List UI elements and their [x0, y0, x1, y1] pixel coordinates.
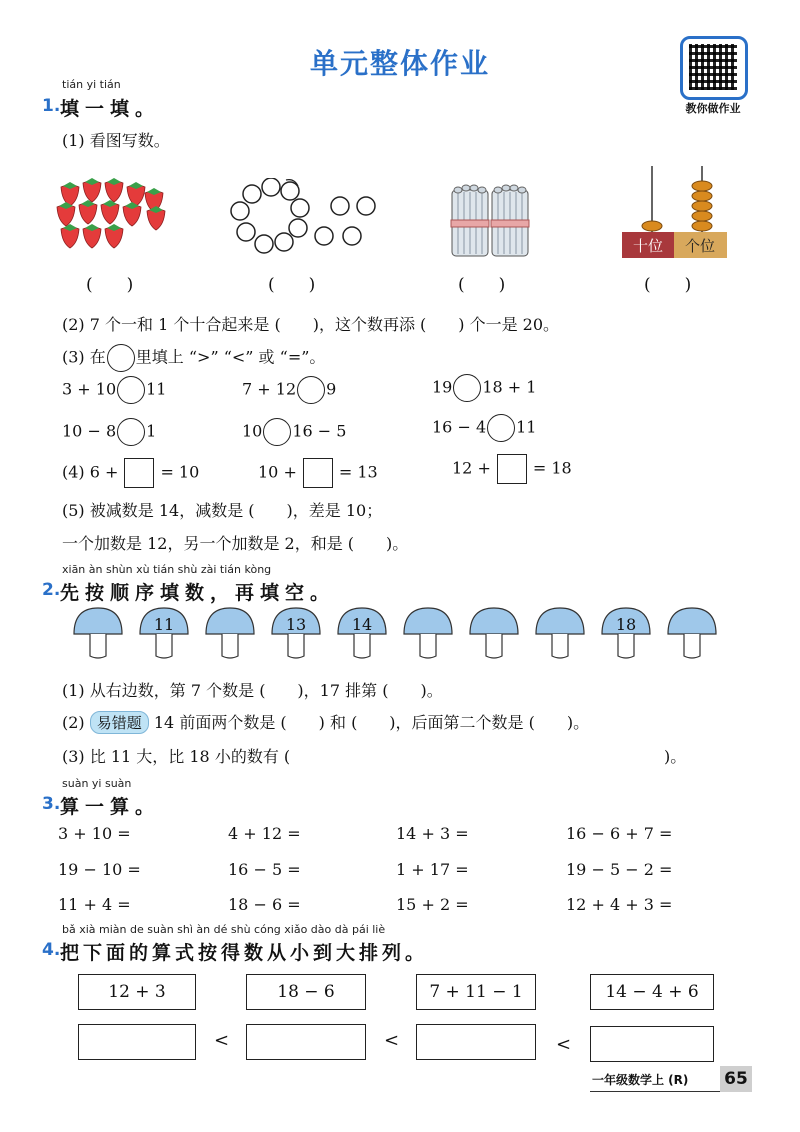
q2-part2-text: 14 前面两个数是 ( ) 和 ( )，后面第二个数是 ( )。 [153, 713, 590, 732]
bundle-right [491, 185, 529, 256]
abacus-bead [692, 191, 712, 201]
mushroom-icon [268, 604, 324, 664]
mushroom[interactable] [202, 604, 258, 664]
compare-item [432, 374, 536, 402]
mushroom-icon [400, 604, 456, 664]
compare-left: 7 + 12 [242, 379, 297, 399]
strawberry-icon [83, 178, 101, 202]
mushroom-number: 14 [351, 615, 373, 634]
q1-number: 1. [42, 96, 61, 116]
compare-circle[interactable] [453, 374, 481, 402]
expression-card: 18 − 6 [246, 974, 366, 1010]
q2-number: 2. [42, 580, 61, 600]
compare-item [62, 418, 156, 446]
q2-part3b: )。 [664, 747, 687, 766]
compare-circle[interactable] [263, 418, 291, 446]
q1-part3 [62, 344, 325, 372]
abacus-bead [692, 221, 712, 231]
compare-circle[interactable] [117, 418, 145, 446]
less-than-sign: < [556, 1034, 572, 1055]
mushroom-row [70, 604, 730, 666]
fill-left: 10 + [258, 462, 297, 482]
strawberry-icon [123, 202, 141, 226]
q2-pinyin: xiān àn shùn xù tián shù zài tián kòng [62, 563, 272, 576]
q4-number: 4. [42, 940, 61, 960]
q2-part2-label: (2) [62, 713, 85, 732]
q3-number: 3. [42, 794, 61, 814]
error-prone-tag: 易错题 [90, 711, 149, 734]
qr-pattern-icon [689, 44, 737, 90]
compare-right: 18 + 1 [482, 377, 537, 397]
strawberry-icon [147, 206, 165, 230]
mushroom[interactable] [664, 604, 720, 664]
fill-item [258, 458, 378, 488]
circle-shape [357, 197, 375, 215]
fill-box[interactable] [124, 458, 154, 488]
circles-picture [228, 178, 388, 258]
q1-part2: (2) 7 个一和 1 个十合起来是 ( )，这个数再添 ( ) 个一是 20。 [62, 315, 560, 334]
strawberry-icon [61, 224, 79, 248]
circle-shape [255, 235, 273, 253]
mushroom[interactable] [466, 604, 522, 664]
circle-shape [281, 182, 299, 200]
q4-heading: 把下面的算式按得数从小到大排列。 [60, 942, 429, 964]
circle-shape [289, 219, 307, 237]
compare-right: 11 [516, 417, 537, 437]
q1-part4-label: (4) [62, 462, 85, 482]
fill-box[interactable] [303, 458, 333, 488]
q2-heading: 先按顺序填数，再填空。 [60, 582, 336, 604]
calc-item: 14 + 3 = [396, 824, 469, 843]
calc-item: 18 − 6 = [228, 895, 301, 914]
calc-item: 4 + 12 = [228, 824, 301, 843]
abacus-bead [692, 211, 712, 221]
calc-item: 15 + 2 = [396, 895, 469, 914]
mushroom [334, 604, 390, 664]
fill-left: 12 + [452, 458, 491, 478]
calc-item: 1 + 17 = [396, 860, 469, 879]
strawberry-icon [127, 182, 145, 206]
order-answer-box[interactable] [416, 1024, 536, 1060]
mushroom-icon [598, 604, 654, 664]
compare-left: 3 + 10 [62, 379, 117, 399]
expression-card: 14 − 4 + 6 [590, 974, 714, 1010]
abacus-bead [642, 221, 662, 231]
fill-right: = 13 [338, 462, 378, 482]
mushroom[interactable] [400, 604, 456, 664]
compare-item [62, 376, 166, 404]
ones-place-label: 个位 [684, 237, 716, 255]
fill-right: = 10 [160, 462, 200, 482]
strawberry-icon [105, 224, 123, 248]
q4-pinyin: bǎ xià miàn de suàn shì àn dé shù cóng xiǎo dào dà pái liè [62, 923, 386, 936]
mushroom-icon [664, 604, 720, 664]
circle-shape [231, 202, 249, 220]
compare-left: 16 − 4 [432, 417, 487, 437]
compare-circle[interactable] [297, 376, 325, 404]
q1-part3-pre: (3) 在 [62, 347, 106, 367]
mushroom-icon [532, 604, 588, 664]
calc-item: 16 − 6 + 7 = [566, 824, 673, 843]
compare-circle[interactable] [487, 414, 515, 442]
circle-shape [237, 223, 255, 241]
circle-shape [331, 197, 349, 215]
mushroom-number: 13 [285, 615, 307, 634]
compare-left: 19 [432, 377, 453, 397]
abacus-bead [692, 181, 712, 191]
calc-item: 16 − 5 = [228, 860, 301, 879]
order-answer-box[interactable] [78, 1024, 196, 1060]
q1-part1: (1) 看图写数。 [62, 131, 170, 150]
q2-part2 [62, 710, 589, 734]
strawberry-icon [57, 202, 75, 226]
order-answer-box[interactable] [246, 1024, 366, 1060]
order-answer-box[interactable] [590, 1026, 714, 1062]
q1-pinyin: tián yi tián [62, 78, 121, 91]
calc-item: 11 + 4 = [58, 895, 131, 914]
compare-right: 1 [146, 421, 157, 441]
q1-part5a: (5) 被减数是 14，减数是 ( )，差是 10； [62, 501, 383, 520]
calc-item: 3 + 10 = [58, 824, 131, 843]
footer-divider [590, 1091, 720, 1092]
fill-right: = 18 [532, 458, 572, 478]
compare-item [242, 376, 336, 404]
circle-shape [243, 185, 261, 203]
expression-card: 7 + 11 − 1 [416, 974, 536, 1010]
circle-shape [275, 233, 293, 251]
strawberry-icon [105, 178, 123, 202]
tens-place-label: 十位 [632, 237, 664, 255]
strawberries-picture [52, 175, 177, 260]
expression-card: 12 + 3 [78, 974, 196, 1010]
compare-item [242, 418, 346, 446]
compare-left: 10 − 8 [62, 421, 117, 441]
fill-left: 6 + [89, 462, 119, 482]
mushroom [598, 604, 654, 664]
fill-box[interactable] [497, 454, 527, 484]
qr-label: 教你做作业 [685, 102, 741, 115]
q1-part5b: 一个加数是 12，另一个加数是 2，和是 ( )。 [62, 534, 409, 553]
stick-bundles-picture [448, 182, 533, 260]
compare-right: 9 [326, 379, 337, 399]
mushroom[interactable] [70, 604, 126, 664]
calc-item: 12 + 4 + 3 = [566, 895, 673, 914]
answer-blank[interactable]: ( ) [644, 275, 692, 295]
page-title: 单元整体作业 [309, 47, 490, 80]
answer-blank[interactable]: ( ) [86, 275, 134, 295]
fill-item [62, 458, 199, 488]
mushroom [268, 604, 324, 664]
fill-item [452, 454, 572, 484]
strawberry-icon [83, 224, 101, 248]
mushroom [136, 604, 192, 664]
circle-shape [343, 227, 361, 245]
q3-heading: 算一算。 [60, 796, 161, 818]
bundle-left [451, 185, 489, 256]
less-than-sign: < [384, 1030, 400, 1051]
mushroom-number: 11 [153, 615, 175, 634]
mushroom-icon [466, 604, 522, 664]
book-title: 一年级数学上 (R) [592, 1073, 689, 1087]
compare-right: 16 − 5 [292, 421, 347, 441]
mushroom-icon [334, 604, 390, 664]
circle-shape [291, 199, 309, 217]
compare-circle-icon [107, 344, 135, 372]
q3-pinyin: suàn yi suàn [62, 777, 132, 790]
q2-part1: (1) 从右边数，第 7 个数是 ( )，17 排第 ( )。 [62, 681, 443, 700]
mushroom-icon [136, 604, 192, 664]
abacus-bead [692, 201, 712, 211]
abacus-picture [620, 164, 730, 260]
compare-left: 10 [242, 421, 263, 441]
answer-blank[interactable]: ( ) [268, 275, 316, 295]
mushroom-icon [70, 604, 126, 664]
compare-item [432, 414, 536, 442]
strawberry-icon [61, 182, 79, 206]
circle-shape [315, 227, 333, 245]
compare-circle[interactable] [117, 376, 145, 404]
page-number: 65 [720, 1066, 752, 1092]
strawberry-icon [101, 200, 119, 224]
strawberry-icon [79, 200, 97, 224]
q1-part3-post: 里填上 “>” “<” 或 “=”。 [135, 347, 326, 367]
answer-blank[interactable]: ( ) [458, 275, 506, 295]
calc-item: 19 − 10 = [58, 860, 141, 879]
q1-heading: 填一填。 [60, 98, 161, 120]
less-than-sign: < [214, 1030, 230, 1051]
mushroom-number: 18 [615, 615, 637, 634]
mushroom[interactable] [532, 604, 588, 664]
mushroom-icon [202, 604, 258, 664]
circle-shape [262, 178, 280, 196]
calc-item: 19 − 5 − 2 = [566, 860, 673, 879]
qr-code[interactable] [680, 36, 748, 100]
q2-part3a: (3) 比 11 大，比 18 小的数有 ( [62, 747, 291, 766]
compare-right: 11 [146, 379, 167, 399]
